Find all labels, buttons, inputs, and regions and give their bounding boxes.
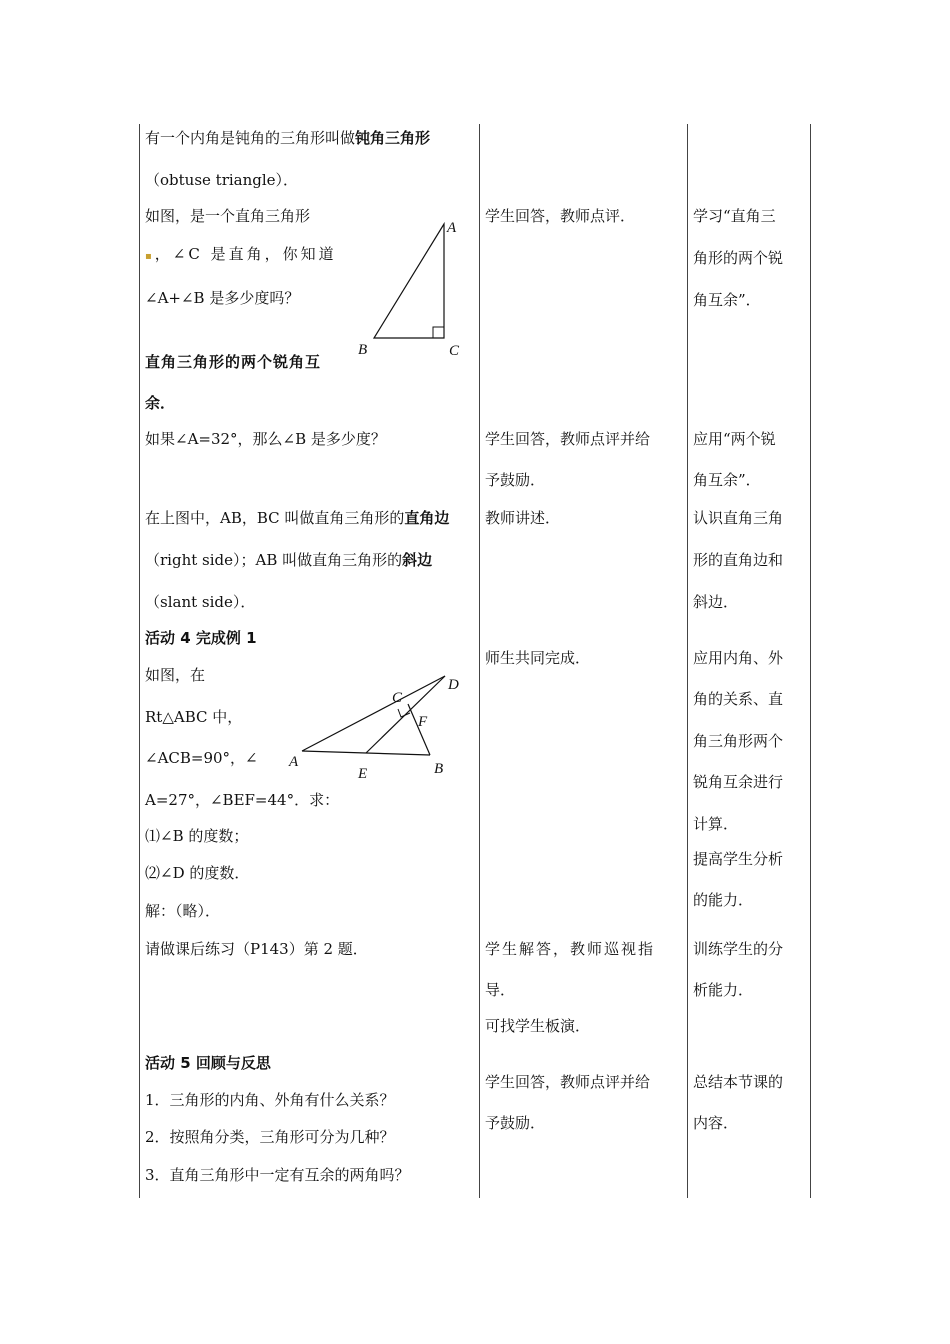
teacher-activity-1: 学生回答，教师点评． [485,207,636,225]
example-question-1: ⑴∠B 的度数； [145,827,249,845]
triangle-abc [374,224,444,338]
question-1-line-1: 如图，是一个直角三角形 [145,207,311,225]
design-intent-5-line-1: 训练学生的分 [693,940,784,958]
obtuse-text: 有一个内角是钝角的三角形叫做 [145,129,356,147]
design-intent-4-line-4: 锐角互余进行 [693,773,784,791]
conclusion-line-1: 直角三角形的两个锐角互 [145,353,322,371]
example-line-3: ∠ACB=90°，∠ [145,749,258,767]
example-question-2: ⑵∠D 的度数． [145,864,250,882]
fig1-label-a: A [447,220,457,236]
activity-5-heading: 活动 5 回顾与反思 [145,1054,271,1072]
fig1-label-b: B [358,342,368,358]
slant-side-term: 斜边 [402,551,433,569]
teacher-activity-3: 教师讲述． [485,509,561,527]
table-divider-1 [479,124,480,1198]
design-intent-4-line-7: 的能力． [693,891,754,909]
obtuse-definition [145,128,430,148]
fig2-label-c: C [392,690,403,706]
teacher-activity-2-line-2: 予鼓励． [485,471,546,489]
conclusion-line-2: 余． [145,394,176,412]
example-line-1: 如图，在 [145,666,206,684]
design-intent-3-line-2: 形的直角边和 [693,551,784,569]
right-angle-marker [433,327,444,338]
definition-line-3: （slant side）． [145,593,256,611]
question-1-line-3: ∠A+∠B 是多少度吗？ [145,289,300,307]
right-triangle-figure [360,220,460,350]
question-1-line-2: ▪，∠C 是直角，你知道 [145,245,337,263]
design-intent-6-line-2: 内容． [693,1114,739,1132]
teacher-activity-5-line-2: 导． [485,981,516,999]
design-intent-6-line-1: 总结本节课的 [693,1073,784,1091]
example-line-4: A=27°，∠BEF=44°．求： [145,791,340,809]
design-intent-4-line-2: 角的关系、直 [693,690,784,708]
design-intent-3-line-3: 斜边． [693,593,739,611]
example-figure [300,674,460,764]
obtuse-english: （obtuse triangle）． [145,171,299,189]
fig2-label-b: B [434,761,444,777]
fig1-label-c: C [449,343,460,359]
activity-4-heading: 活动 4 完成例 1 [145,629,257,647]
teacher-activity-4: 师生共同完成． [485,649,591,667]
design-intent-5-line-2: 析能力． [693,981,754,999]
example-line-2: Rt△ABC 中， [145,708,243,726]
teacher-activity-6-line-2: 予鼓励． [485,1114,546,1132]
example-solution: 解：（略）． [145,902,221,920]
table-border-right [810,124,811,1198]
design-intent-1-line-2: 角形的两个锐 [693,249,784,267]
fig2-label-d: D [448,677,459,693]
design-intent-1-line-3: 角互余”． [693,291,761,309]
design-intent-4-line-5: 计算． [693,815,739,833]
design-intent-2-line-2: 角互余”． [693,471,761,489]
fig2-label-f: F [418,714,428,730]
ink-mark: ▪ [145,251,155,262]
teacher-activity-5-line-1: 学生解答，教师巡视指 [485,940,656,958]
question-2: 如果∠A=32°，那么∠B 是多少度？ [145,430,386,448]
fig2-label-a: A [289,754,299,770]
review-question-2: 2．按照角分类，三角形可分为几种？ [145,1128,395,1146]
table-border-left [139,124,140,1198]
table-divider-2 [687,124,688,1198]
right-angle-marker-c [398,709,410,717]
fig2-label-e: E [358,766,368,782]
obtuse-term: 钝角三角形 [355,129,431,147]
definition-line-1: 在上图中，AB，BC 叫做直角三角形的直角边 [145,509,450,527]
design-intent-1-line-1: 学习“直角三 [693,207,776,225]
teacher-activity-5-line-3: 可找学生板演． [485,1017,591,1035]
right-side-term: 直角边 [404,509,450,527]
teacher-activity-6-line-1: 学生回答，教师点评并给 [485,1073,651,1091]
design-intent-2-line-1: 应用“两个锐 [693,430,776,448]
design-intent-4-line-1: 应用内角、外 [693,649,784,667]
practice-assignment: 请做课后练习（P143）第 2 题． [145,940,368,958]
review-question-1: 1．三角形的内角、外角有什么关系？ [145,1091,395,1109]
design-intent-4-line-3: 角三角形两个 [693,732,784,750]
design-intent-4-line-6: 提高学生分析 [693,850,784,868]
definition-line-2: （right side）；AB 叫做直角三角形的斜边 [145,551,433,569]
design-intent-3-line-1: 认识直角三角 [693,509,784,527]
teacher-activity-2-line-1: 学生回答，教师点评并给 [485,430,651,448]
review-question-3: 3．直角三角形中一定有互余的两角吗？ [145,1166,410,1184]
